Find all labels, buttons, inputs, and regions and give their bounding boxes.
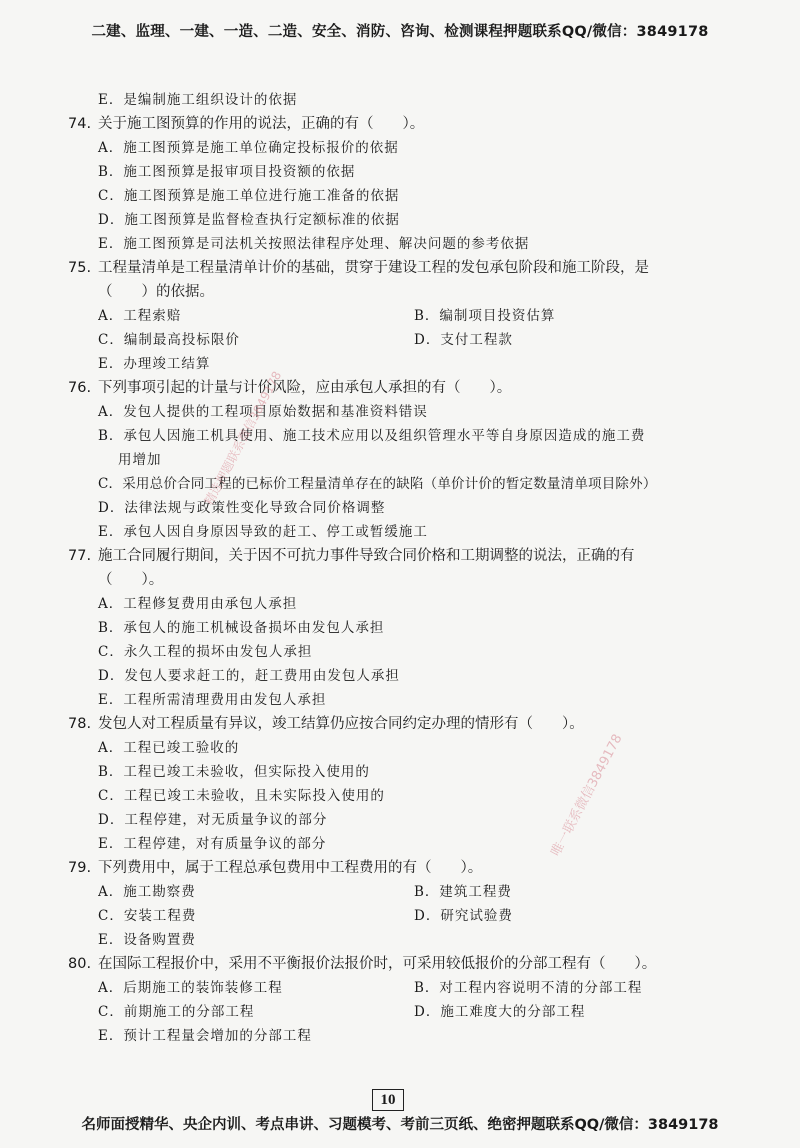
option-b: B．对工程内容说明不清的分部工程 (414, 980, 643, 996)
option-d: D．发包人要求赶工的，赶工费用由发包人承担 (98, 668, 400, 684)
option-b: B．建筑工程费 (414, 884, 512, 900)
option-c: C．永久工程的损坏由发包人承担 (98, 644, 313, 660)
option-a: A．施工勘察费 (98, 884, 196, 900)
option-d: D．支付工程款 (414, 332, 513, 348)
question-text: 在国际工程报价中，采用不平衡报价法报价时，可采用较低报价的分部工程有（ ）。 (98, 956, 657, 972)
option-d: D．研究试验费 (414, 908, 513, 924)
page-number: 10 (372, 1089, 404, 1111)
option-a: A．发包人提供的工程项目原始数据和基准资料错误 (98, 404, 428, 420)
option-d: D．工程停建，对无质量争议的部分 (98, 812, 328, 828)
option-b: B．承包人因施工机具使用、施工技术应用以及组织管理水平等自身原因造成的施工费 (98, 428, 646, 444)
question-80 (68, 952, 788, 1048)
option-c: C．施工图预算是施工单位进行施工准备的依据 (98, 188, 400, 204)
option-e: E．办理竣工结算 (98, 356, 211, 372)
question-number: 77. (68, 548, 92, 564)
question-78 (68, 712, 788, 856)
option-e: E．预计工程量会增加的分部工程 (98, 1028, 312, 1044)
option-d: D．施工图预算是监督检查执行定额标准的依据 (98, 212, 400, 228)
question-text: 关于施工图预算的作用的说法，正确的有（ ）。 (98, 116, 425, 132)
option-e: E．工程所需清理费用由发包人承担 (98, 692, 327, 708)
question-76 (68, 376, 788, 544)
option-e: E．是编制施工组织设计的依据 (98, 92, 298, 108)
option-e: E．工程停建，对有质量争议的部分 (98, 836, 327, 852)
option-b: B．施工图预算是报审项目投资额的依据 (98, 164, 356, 180)
option-a: A．工程索赔 (98, 308, 182, 324)
option-a: A．工程已竣工验收的 (98, 740, 240, 756)
question-number: 78. (68, 716, 92, 732)
option-e: E．施工图预算是司法机关按照法律程序处理、解决问题的参考依据 (98, 236, 530, 252)
page-footer: 名师面授精华、央企内训、考点串讲、习题模考、考前三页纸、绝密押题联系QQ/微信：3849178 (81, 1117, 719, 1133)
option-b: B．编制项目投资估算 (414, 308, 556, 324)
option-a: A．施工图预算是施工单位确定投标报价的依据 (98, 140, 399, 156)
question-text: 施工合同履行期间，关于因不可抗力事件导致合同价格和工期调整的说法，正确的有 (98, 548, 635, 564)
watermark-text: 唯一联系微信3849178 (548, 731, 626, 859)
watermark-text: 精选押题联系微信3849178 (201, 368, 285, 508)
question-74 (68, 112, 788, 256)
option-c: C．安装工程费 (98, 908, 197, 924)
page-header: 二建、监理、一建、一造、二造、安全、消防、咨询、检测课程押题联系QQ/微信：3849178 (91, 24, 709, 40)
question-text: 工程量清单是工程量清单计价的基础，贯穿于建设工程的发包承包阶段和施工阶段，是 (98, 260, 649, 276)
option-a: A．工程修复费用由承包人承担 (98, 596, 298, 612)
option-b-continued: 用增加 (118, 452, 162, 468)
question-text-continued: （ ）的依据。 (98, 284, 214, 300)
question-number: 74. (68, 116, 92, 132)
question-79 (68, 856, 788, 952)
question-number: 79. (68, 860, 92, 876)
option-b: B．工程已竣工未验收，但实际投入使用的 (98, 764, 370, 780)
question-77 (68, 544, 788, 712)
option-b: B．承包人的施工机械设备损坏由发包人承担 (98, 620, 385, 636)
option-d: D．施工难度大的分部工程 (414, 1004, 586, 1020)
question-list (68, 88, 788, 1048)
question-number: 76. (68, 380, 92, 396)
option-c: C．采用总价合同工程的已标价工程量清单存在的缺陷（单价计价的暂定数量清单项目除外） (98, 476, 657, 492)
question-75 (68, 256, 788, 376)
option-a: A．后期施工的装饰装修工程 (98, 980, 283, 996)
question-number: 75. (68, 260, 92, 276)
question-text: 发包人对工程质量有异议，竣工结算仍应按合同约定办理的情形有（ ）。 (98, 716, 584, 732)
option-e: E．承包人因自身原因导致的赶工、停工或暂缓施工 (98, 524, 428, 540)
option-c: C．前期施工的分部工程 (98, 1004, 255, 1020)
option-d: D．法律法规与政策性变化导致合同价格调整 (98, 500, 386, 516)
option-e: E．设备购置费 (98, 932, 196, 948)
option-c: C．编制最高投标限价 (98, 332, 240, 348)
question-number: 80. (68, 956, 92, 972)
question-text-continued: （ ）。 (98, 572, 164, 588)
question-text: 下列事项引起的计量与计价风险，应由承包人承担的有（ ）。 (98, 380, 512, 396)
option-c: C．工程已竣工未验收，且未实际投入使用的 (98, 788, 385, 804)
question-text: 下列费用中，属于工程总承包费用中工程费用的有（ ）。 (98, 860, 483, 876)
